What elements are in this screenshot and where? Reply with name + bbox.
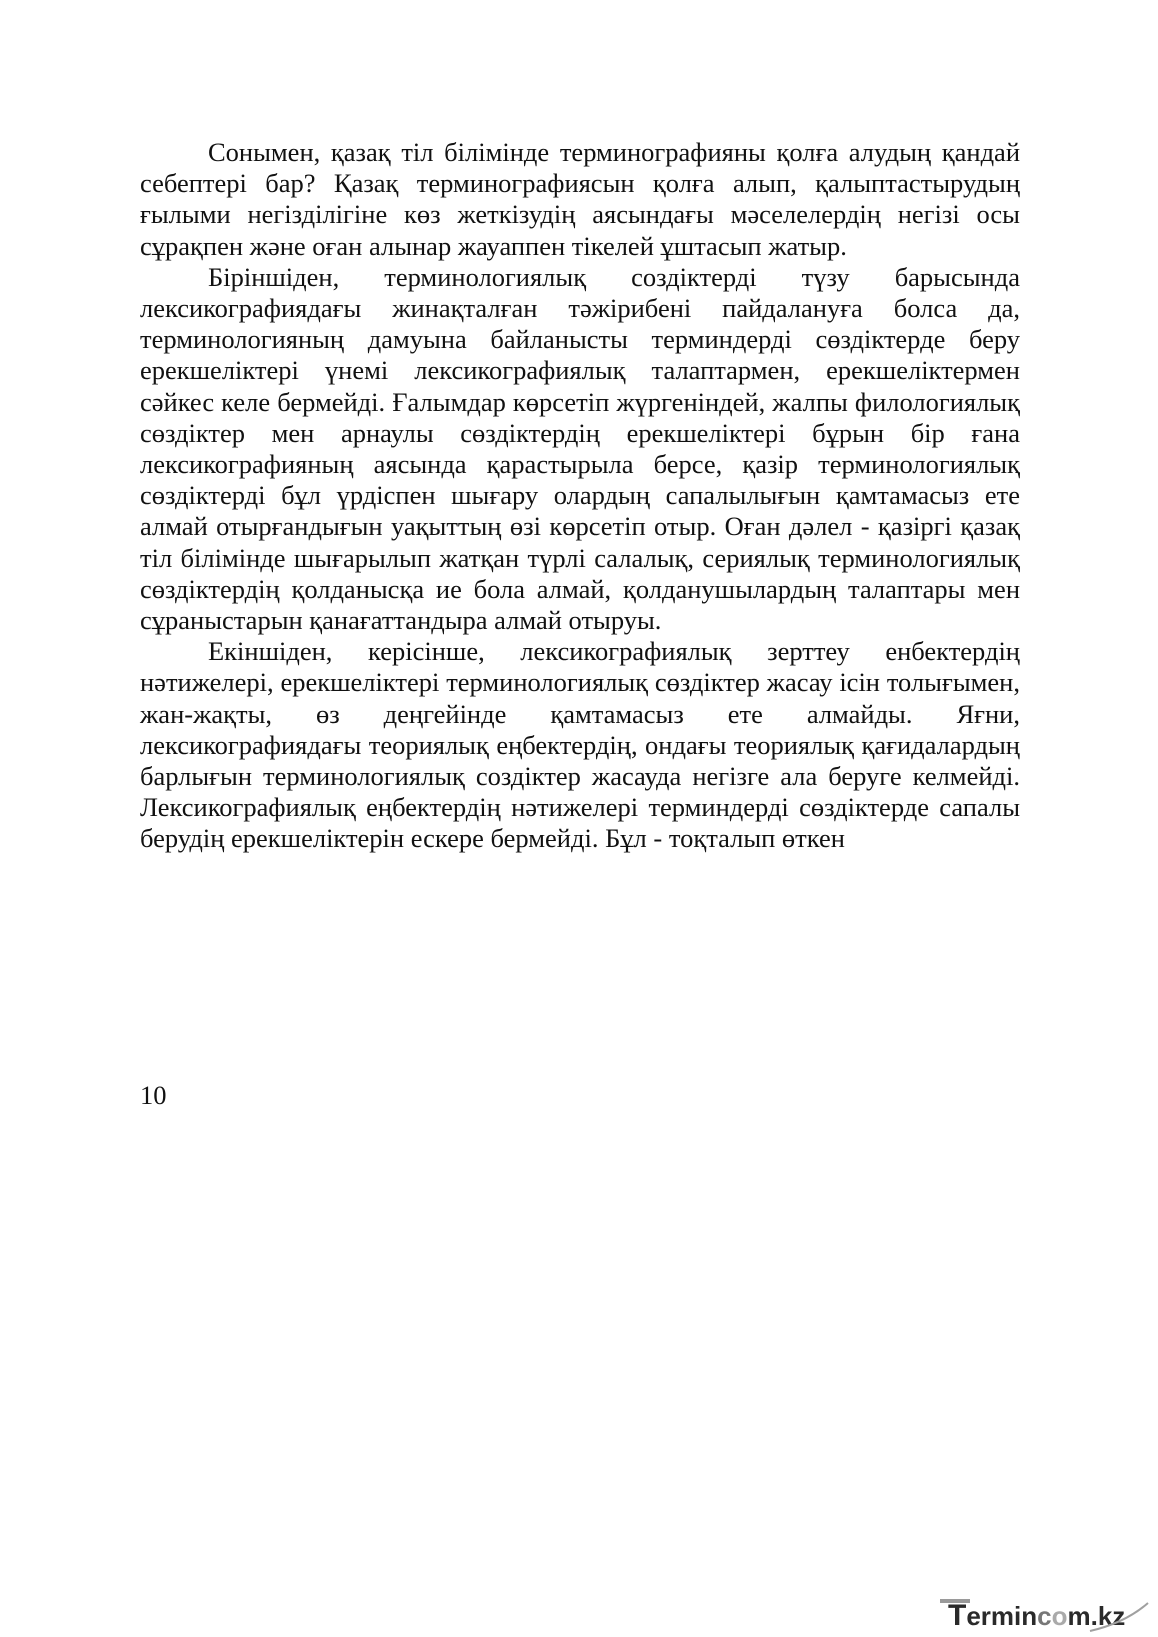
paragraph: Біріншіден, терминологиялық создіктерді түзу барысында лексикографиядағы жинақталған тәжірибені пайдалануға болса да, терминологияның дамуына байланысты терминдерді сөздіктерде беру ерекшеліктері үнемі лексикографиялық талаптармен, ерекшеліктермен сәйкес келе бермейді. Ғалымдар көрсетіп жүргеніндей, жалпы филологиялық сөздіктер мен арнаулы сөздіктердің ерекшеліктері бұрын бір ғана лексикографияның аясында қарастырыла берсе, қазір терминологиялық сөздіктерді бұл үрдіспен шығару олардың сапалылығын қамтамасыз ете алмай отырғандығын уақыттың өзі көрсетіп отыр. Оған дәлел - қазіргі қазақ тіл білімінде шығарылып жатқан түрлі салалық, сериялық терминологиялық сөздіктердің қолданысқа ие бола алмай, қолданушылардың талаптары мен сұраныстарын қанағаттандыра алмай отыруы. [140, 261, 1020, 636]
termincom-logo [940, 1597, 1150, 1633]
logo-lettering: Termincom.kz [948, 1599, 1126, 1632]
paragraph: Екіншіден, керісінше, лексикографиялық зерттеу енбектердің нәтижелері, ерекшеліктері терминологиялық сөздіктер жасау ісін толығымен, жан-жақты, өз деңгейінде қамтамасыз ете алмайды. Яғни, лексикографиядағы теориялық еңбектердің, ондағы теориялық қағидалардың барлығын терминологиялық создіктер жасауда негізге ала беруге келмейді. Лексикографиялық еңбектердің нәтижелері терминдерді сөздіктерде сапалы берудің ерекшеліктерін ескере бермейді. Бұл - тоқталып өткен [140, 636, 1020, 854]
paragraph: Сонымен, қазақ тіл білімінде терминографияны қолға алудың қандай себептері бар? Қазақ терминографиясын қолға алып, қалыптастырудың ғылыми негізділігіне көз жеткізудің аясындағы мәселелердің негізі осы сұрақпен және оған алынар жауаппен тікелей ұштасып жатыр. [140, 137, 1020, 261]
logo-graphic [940, 1597, 1150, 1633]
page-number: 10 [140, 1080, 167, 1110]
document-body [140, 137, 1020, 855]
